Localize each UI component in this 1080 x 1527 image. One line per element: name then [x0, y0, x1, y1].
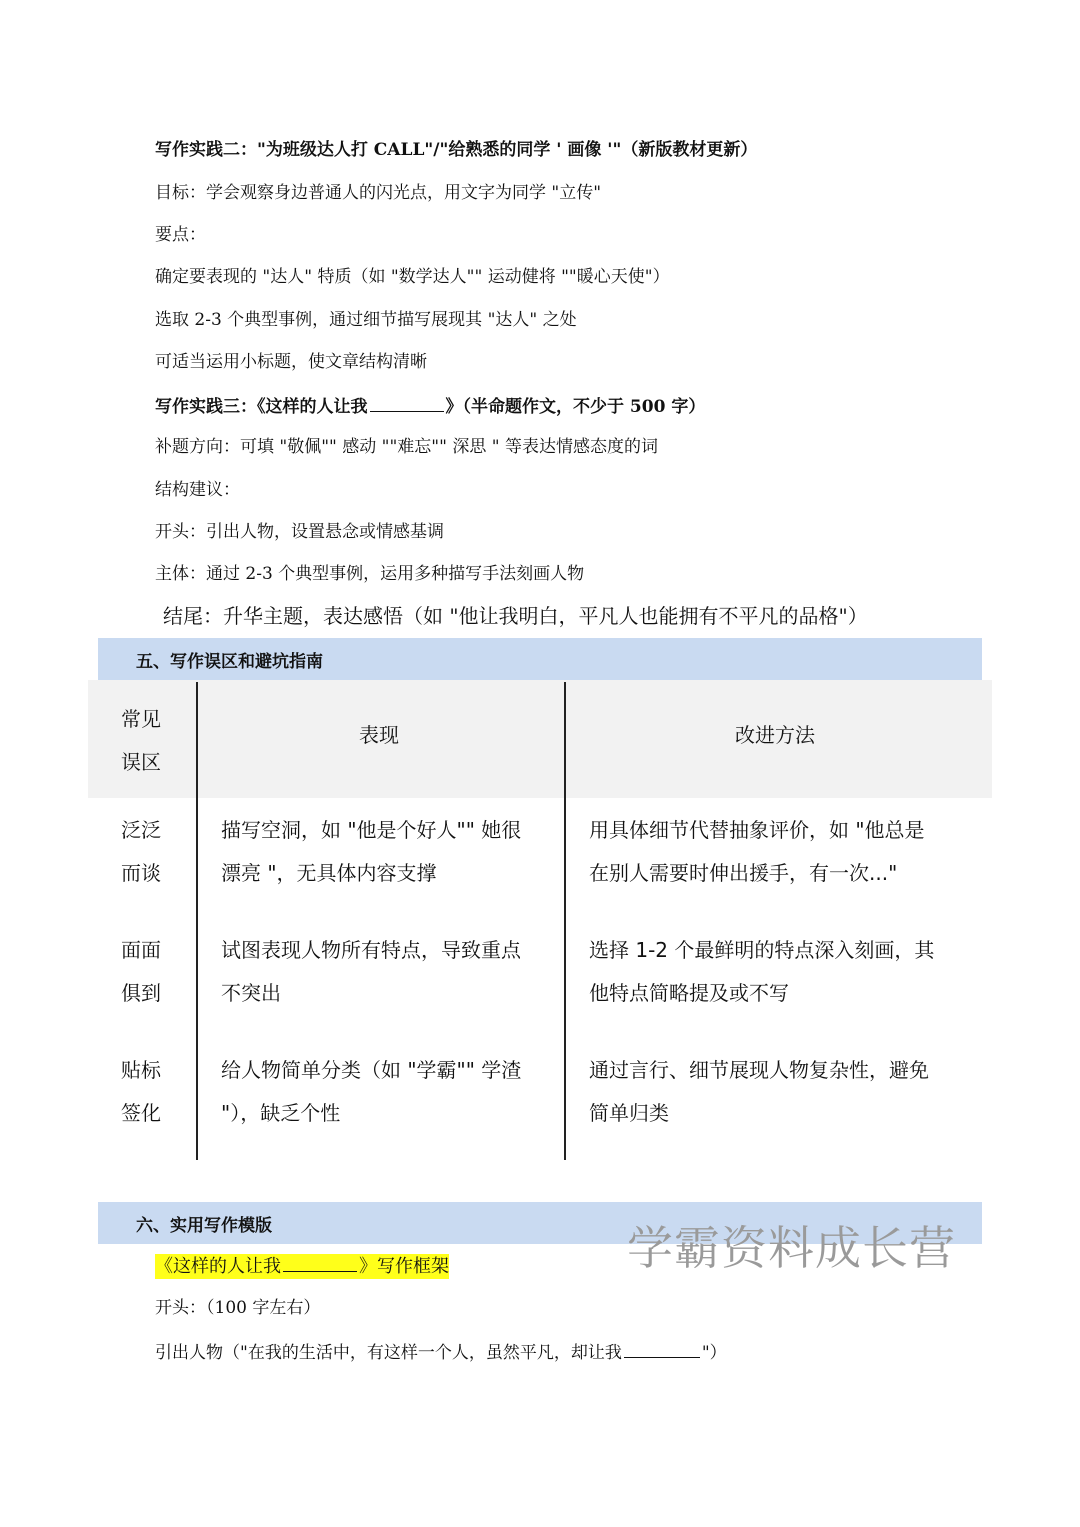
- table-header-row: [88, 680, 992, 798]
- section5-heading: 五、写作误区和避坑指南: [136, 652, 323, 672]
- row1-fix-line1: 用具体细节代替抽象评价，如 "他总是: [589, 818, 925, 842]
- table-row-1-fix: [589, 809, 925, 895]
- row3-fix-line1: 通过言行、细节展现人物复杂性，避免: [589, 1058, 929, 1082]
- table-row-3-show: [221, 1049, 521, 1135]
- practice2-points-label: 要点：: [155, 225, 206, 245]
- practice3-body: 主体：通过 2-3 个典型事例，运用多种描写手法刻画人物: [155, 564, 585, 584]
- table-row-3-name: [121, 1049, 161, 1135]
- practice2-point3: 可适当运用小标题，使文章结构清晰: [155, 352, 427, 372]
- framework-highlight: [155, 1254, 449, 1279]
- intro-post: "）: [701, 1343, 727, 1363]
- row3-name-line1: 贴标: [121, 1058, 161, 1082]
- practice2-goal: 目标：学会观察身边普通人的闪光点，用文字为同学 "立传": [155, 183, 602, 203]
- practice3-ending: 结尾：升华主题，表达感悟（如 "他让我明白，平凡人也能拥有不平凡的品格"）: [163, 604, 868, 628]
- table-header-col2: 表现: [359, 723, 399, 747]
- framework-post: 》写作框架: [359, 1256, 449, 1277]
- table-divider-1: [196, 682, 198, 1160]
- row1-show-line2: 漂亮 "，无具体内容支撑: [221, 861, 437, 885]
- practice3-opening: 开头：引出人物，设置悬念或情感基调: [155, 522, 444, 542]
- row2-show-line2: 不突出: [221, 981, 281, 1005]
- practice2-title: 写作实践二："为班级达人打 CALL"/"给熟悉的同学 ' 画像 '"（新版教材更新）: [155, 140, 758, 160]
- table-row-2-fix: [589, 929, 934, 1015]
- title-blank: [370, 393, 444, 412]
- framework-pre: 《这样的人让我: [155, 1256, 281, 1277]
- table-row-1-name: [121, 809, 161, 895]
- practice3-structure-label: 结构建议：: [155, 480, 240, 500]
- row1-name-line1: 泛泛: [121, 818, 161, 842]
- section5-heading-band: [98, 638, 982, 680]
- practice3-title: [155, 393, 705, 419]
- row1-fix-line2: 在别人需要时伸出援手，有一次...": [589, 861, 898, 885]
- row3-fix-line2: 简单归类: [589, 1101, 669, 1125]
- intro-pre: 引出人物（"在我的生活中，有这样一个人，虽然平凡，却让我: [155, 1343, 622, 1363]
- table-row-2-name: [121, 929, 161, 1015]
- table-row-2-show: [221, 929, 521, 1015]
- framework-title: [155, 1253, 449, 1279]
- row1-show-line1: 描写空洞，如 "他是个好人"" 她很: [221, 818, 522, 842]
- table-row-3-fix: [589, 1049, 929, 1135]
- table-header-col1: [121, 698, 161, 784]
- header-col1-line2: 误区: [121, 750, 161, 774]
- template-opening-label: 开头：（100 字左右）: [155, 1298, 321, 1318]
- row2-name-line2: 俱到: [121, 981, 161, 1005]
- row3-show-line2: "），缺乏个性: [221, 1101, 341, 1125]
- row2-show-line1: 试图表现人物所有特点，导致重点: [221, 938, 521, 962]
- row1-name-line2: 而谈: [121, 861, 161, 885]
- practice3-fill: 补题方向：可填 "敬佩"" 感动 ""难忘"" 深思 " 等表达情感态度的词: [155, 437, 658, 457]
- row3-show-line1: 给人物简单分类（如 "学霸"" 学渣: [221, 1058, 522, 1082]
- header-col1-line1: 常见: [121, 707, 161, 731]
- row2-name-line1: 面面: [121, 938, 161, 962]
- section6-heading: 六、实用写作模版: [136, 1216, 272, 1236]
- intro-blank: [624, 1339, 700, 1358]
- table-row-1-show: [221, 809, 521, 895]
- row2-fix-line2: 他特点简略提及或不写: [589, 981, 789, 1005]
- watermark-text: 学霸资料成长营: [627, 1221, 956, 1275]
- template-intro: [155, 1339, 727, 1365]
- table-divider-2: [564, 682, 566, 1160]
- practice2-point1: 确定要表现的 "达人" 特质（如 "数学达人"" 运动健将 ""暖心天使"）: [155, 267, 670, 287]
- row2-fix-line1: 选择 1-2 个最鲜明的特点深入刻画，其: [589, 938, 935, 962]
- framework-blank: [283, 1253, 357, 1272]
- table-header-col3: 改进方法: [735, 723, 815, 747]
- practice3-title-post: 》（半命题作文，不少于 500 字）: [445, 397, 706, 417]
- practice3-title-pre: 写作实践三：《这样的人让我: [155, 397, 368, 417]
- practice2-point2: 选取 2-3 个典型事例，通过细节描写展现其 "达人" 之处: [155, 310, 577, 330]
- row3-name-line2: 签化: [121, 1101, 161, 1125]
